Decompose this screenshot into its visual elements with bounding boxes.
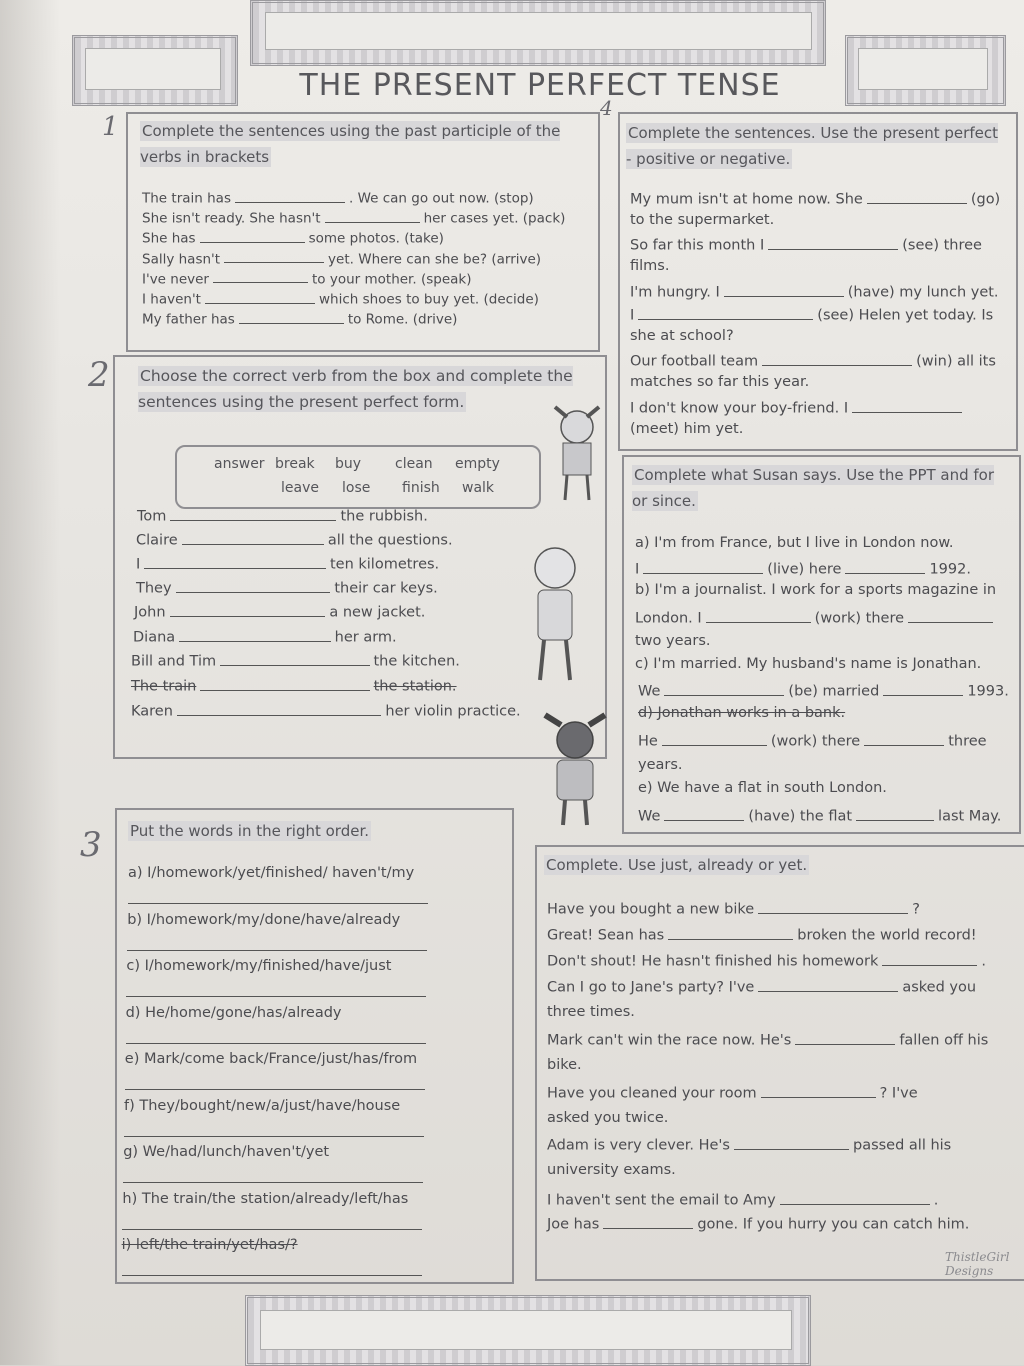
exercise-1-sentence (142, 269, 471, 288)
sentence-part: Great! Sean has (547, 927, 665, 944)
sentence-part: three times. (547, 1004, 635, 1020)
sentence-part: a) I'm from France, but I live in London now. (635, 535, 954, 551)
exercise-4-blank[interactable] (867, 188, 967, 204)
exercise-6-sentence (547, 898, 920, 918)
sentence-start: She has (142, 230, 196, 247)
sentence-part: last May. (938, 808, 1002, 825)
sentence-start: My father has (142, 311, 235, 328)
sentence-part: (live) here (767, 561, 842, 578)
sentence-end: which shoes to buy yet. (decide) (318, 291, 539, 308)
sentence-part: c) I'm married. My husband's name is Jonathan. (635, 656, 982, 672)
verb-option: empty (455, 456, 500, 472)
sentence-end: all the questions. (327, 532, 453, 549)
exercise-2-blank[interactable] (179, 626, 331, 642)
exercise-3-instruction: Put the words in the right order. (130, 822, 370, 840)
answer-line[interactable] (127, 950, 427, 951)
sentence-part: (be) married (788, 683, 880, 700)
sentence-part: Have you cleaned your room (547, 1085, 757, 1102)
exercise-6-blank[interactable] (795, 1029, 895, 1045)
exercise-5-sentence (635, 633, 711, 649)
sentence-end: to Rome. (drive) (347, 311, 458, 328)
exercise-4-sentence (630, 350, 996, 370)
exercise-4-sentence (630, 234, 982, 254)
exercise-2-instruction: Choose the correct verb from the box and complete the sentences using the present perfect form. (138, 367, 573, 411)
exercise-number-1: 1 (102, 112, 119, 142)
sentence-part: Mark can't win the race now. He's (547, 1032, 792, 1049)
exercise-1-blank[interactable] (205, 289, 315, 304)
sentence-end: the station. (373, 678, 457, 695)
sentence-part: three (948, 733, 987, 750)
sentence-part: I (630, 307, 635, 324)
exercise-6-blank[interactable] (734, 1134, 849, 1150)
sentence-part: . (981, 953, 986, 970)
sentence-part: e) We have a flat in south London. (638, 780, 887, 796)
sentence-part: (go) (970, 191, 1001, 208)
sentence-end: ten kilometres. (329, 556, 440, 573)
exercise-5-blank[interactable] (706, 607, 811, 623)
exercise-2-sentence (136, 577, 438, 597)
sentence-part: two years. (635, 633, 711, 649)
exercise-1-sentence (142, 228, 444, 247)
answer-line[interactable] (122, 1275, 422, 1276)
sentence-subject: The train (131, 678, 197, 695)
exercise-6-blank[interactable] (780, 1189, 930, 1205)
sentence-part: Joe has (547, 1216, 600, 1233)
sentence-part: (have) the flat (748, 808, 853, 825)
exercise-1-sentence (142, 208, 565, 227)
exercise-5-sentence (635, 656, 981, 672)
exercise-5-blank[interactable] (662, 730, 767, 746)
exercise-2-blank[interactable] (177, 700, 382, 716)
sentence-part: 1993. (967, 683, 1009, 700)
exercise-5-blank[interactable] (856, 805, 934, 821)
sentence-start: I've never (142, 271, 209, 288)
sentence-subject: John (134, 604, 166, 621)
sentence-end: their car keys. (334, 580, 438, 597)
answer-line[interactable] (126, 1043, 426, 1044)
sentence-part: 1992. (929, 561, 971, 578)
exercise-6-blank[interactable] (882, 950, 977, 966)
exercise-5-sentence (638, 780, 887, 796)
exercise-2-sentence (131, 650, 460, 670)
girl-figure-2-icon (520, 540, 590, 690)
girl-figure-1-icon (545, 395, 610, 505)
sentence-part: I (635, 561, 640, 578)
exercise-2-blank[interactable] (170, 601, 326, 617)
exercise-6-blank[interactable] (668, 924, 793, 940)
answer-line[interactable] (124, 1136, 424, 1137)
sentence-part: b) I'm a journalist. I work for a sports magazine in (635, 582, 997, 598)
exercise-5-blank[interactable] (845, 558, 925, 574)
exercise-5-sentence (635, 558, 971, 578)
exercise-6-sentence (547, 1082, 918, 1102)
sentence-part: My mum isn't at home now. She (630, 191, 863, 208)
exercise-6-sentence (547, 1004, 635, 1020)
sentence-part: I'm hungry. I (630, 284, 720, 301)
sentence-part: London. I (635, 610, 702, 627)
exercise-2-blank[interactable] (220, 650, 369, 666)
answer-line[interactable] (128, 903, 428, 904)
sentence-subject: Claire (136, 532, 178, 549)
sentence-subject: Diana (133, 629, 176, 646)
exercise-6-sentence (547, 1134, 951, 1154)
exercise-6-sentence (547, 1057, 582, 1073)
thistlegirl-logo: ThistleGirl Designs (945, 1250, 1010, 1278)
exercise-5-blank[interactable] (864, 730, 944, 746)
exercise-6-instruction: Complete. Use just, already or yet. (546, 856, 808, 874)
verb-option: finish (402, 480, 440, 496)
exercise-5-blank[interactable] (664, 680, 784, 696)
exercise-6-sentence (547, 1029, 988, 1049)
exercise-6-sentence (547, 976, 976, 996)
sentence-part: to the supermarket. (630, 212, 775, 228)
exercise-4-sentence (630, 212, 774, 228)
exercise-1-instruction: Complete the sentences using the past participle of the verbs in brackets (140, 122, 561, 166)
sentence-part: Adam is very clever. He's (547, 1137, 730, 1154)
exercise-6-blank[interactable] (758, 976, 898, 992)
answer-line[interactable] (126, 996, 426, 997)
sentence-part: (win) all its (916, 353, 996, 370)
exercise-1-blank[interactable] (239, 309, 344, 324)
verb-option: clean (395, 456, 433, 472)
exercise-4-blank[interactable] (762, 350, 912, 366)
exercise-6-sentence (547, 1162, 676, 1178)
verb-option: walk (462, 480, 495, 496)
word-order-item: a) I/homework/yet/finished/ haven't/my (128, 865, 415, 881)
sentence-part: I don't know your boy-friend. I (630, 400, 849, 417)
exercise-5-blank[interactable] (664, 805, 744, 821)
top-banner-inner (265, 12, 812, 50)
exercise-4-instruction: Complete the sentences. Use the present perfect - positive or negative. (626, 124, 998, 168)
sentence-end: her violin practice. (385, 703, 521, 720)
exercise-2-sentence (131, 700, 521, 720)
exercise-2-sentence (136, 529, 453, 549)
word-order-item: d) He/home/gone/has/already (125, 1004, 342, 1021)
sentence-end: the rubbish. (340, 508, 428, 525)
exercise-1-sentence (142, 188, 534, 207)
exercise-number-3: 3 (80, 825, 102, 865)
exercise-6-blank[interactable] (758, 898, 908, 914)
sentence-part: matches so far this year. (630, 374, 810, 390)
exercise-5-blank[interactable] (908, 607, 993, 623)
exercise-1-blank[interactable] (213, 269, 308, 284)
exercise-5-blank[interactable] (883, 680, 963, 696)
sentence-part: d) Jonathan works in a bank. (638, 705, 846, 721)
bottom-banner-inner (260, 1310, 792, 1350)
exercise-5-blank[interactable] (643, 558, 763, 574)
answer-line[interactable] (122, 1229, 422, 1230)
exercise-2-sentence (137, 505, 428, 525)
exercise-1-blank[interactable] (224, 249, 324, 264)
sentence-part: We (638, 683, 661, 700)
sentence-part: (meet) him yet. (630, 421, 744, 437)
sentence-part: Can I go to Jane's party? I've (547, 979, 755, 996)
exercise-6-sentence (547, 1110, 668, 1126)
sentence-part: passed all his (852, 1137, 952, 1154)
verb-word-box (175, 445, 541, 509)
exercise-2-blank[interactable] (176, 577, 331, 593)
exercise-2-sentence (136, 553, 439, 573)
sentence-subject: I (136, 556, 141, 573)
exercise-4-sentence (630, 304, 993, 324)
sentence-part: We (638, 808, 661, 825)
exercise-4-sentence (630, 188, 1000, 208)
exercise-2-sentence (133, 626, 397, 646)
word-order-item: f) They/bought/new/a/just/have/house (124, 1097, 401, 1114)
exercise-5-sentence (638, 730, 987, 750)
sentence-part: she at school? (630, 328, 734, 344)
sentence-part: (work) there (814, 610, 905, 627)
sentence-end: the kitchen. (373, 653, 460, 670)
exercise-4-sentence (630, 281, 999, 301)
exercise-2-sentence (134, 601, 425, 621)
sentence-subject: Bill and Tim (131, 653, 217, 670)
exercise-1-blank[interactable] (325, 208, 420, 223)
sentence-subject: Karen (131, 703, 173, 720)
exercise-4-blank[interactable] (852, 397, 962, 413)
exercise-6-blank[interactable] (603, 1213, 693, 1229)
sentence-end: a new jacket. (329, 604, 426, 621)
exercise-6-sentence (547, 1213, 969, 1233)
sentence-part: ? (912, 901, 920, 918)
exercise-2-blank[interactable] (170, 505, 336, 521)
exercise-5-sentence (635, 582, 996, 598)
sentence-part: So far this month I (630, 237, 765, 254)
answer-line[interactable] (123, 1182, 423, 1183)
page-shadow (0, 0, 60, 1365)
exercise-4-sentence (630, 328, 734, 344)
exercise-4-blank[interactable] (768, 234, 898, 250)
sentence-part: Have you bought a new bike (547, 901, 755, 918)
word-order-item: b) I/homework/my/done/have/already (127, 911, 401, 928)
exercise-5-sentence (638, 705, 845, 721)
exercise-5-sentence (638, 680, 1009, 700)
exercise-4-blank[interactable] (638, 304, 813, 320)
exercise-6-blank[interactable] (761, 1082, 876, 1098)
exercise-5-instruction: Complete what Susan says. Use the PPT and for or since. (632, 466, 995, 510)
exercise-1-sentence (142, 289, 539, 308)
girl-figure-3-icon (535, 705, 615, 830)
exercise-5-sentence (635, 535, 953, 551)
sentence-part: (have) my lunch yet. (847, 284, 999, 301)
exercise-4-blank[interactable] (724, 281, 844, 297)
sentence-part: fallen off his (899, 1032, 989, 1049)
sentence-end: some photos. (take) (308, 230, 444, 247)
word-order-item: g) We/had/lunch/haven't/yet (123, 1144, 330, 1160)
sentence-part: . (933, 1192, 939, 1209)
exercise-2-blank[interactable] (200, 675, 369, 691)
exercise-4-sentence (630, 258, 669, 274)
sentence-end: her cases yet. (pack) (423, 210, 566, 227)
sentence-part: He (638, 733, 658, 750)
exercise-6-sentence (547, 924, 977, 944)
exercise-1-blank[interactable] (200, 228, 305, 243)
sentence-part: (work) there (770, 733, 861, 750)
word-order-item: h) The train/the station/already/left/has (122, 1190, 409, 1207)
sentence-part: asked you twice. (547, 1110, 669, 1126)
sentence-part: films. (630, 258, 670, 274)
word-order-item: i) left/the train/yet/has/? (121, 1237, 298, 1253)
sentence-part: (see) three (902, 237, 982, 254)
word-order-item: e) Mark/come back/France/just/has/from (124, 1051, 418, 1067)
exercise-1-sentence (142, 309, 457, 328)
sentence-part: bike. (547, 1057, 582, 1073)
sentence-start: I haven't (142, 291, 201, 308)
sentence-part: ? I've (879, 1085, 918, 1102)
sentence-end: yet. Where can she be? (arrive) (328, 251, 542, 268)
exercise-number-4: 4 (600, 96, 613, 120)
exercise-number-2: 2 (88, 355, 110, 395)
exercise-4-sentence (630, 421, 743, 437)
exercise-4-sentence (630, 374, 809, 390)
exercise-2-blank[interactable] (182, 529, 324, 545)
sentence-part: years. (638, 757, 683, 773)
sentence-part: asked you (902, 979, 977, 996)
exercise-1-blank[interactable] (235, 188, 345, 203)
answer-line[interactable] (125, 1089, 425, 1090)
sentence-end: . We can go out now. (stop) (348, 190, 534, 207)
word-order-item: c) I/homework/my/finished/have/just (126, 958, 392, 974)
sentence-subject: Tom (137, 508, 167, 525)
sentence-start: She isn't ready. She hasn't (142, 210, 321, 227)
sentence-end: to your mother. (speak) (312, 271, 472, 288)
exercise-2-sentence (131, 675, 457, 695)
sentence-part: I haven't sent the email to Amy (547, 1192, 776, 1209)
exercise-6-sentence (547, 1189, 938, 1209)
exercise-5-sentence (638, 805, 1001, 825)
verb-option: break (275, 456, 315, 472)
sentence-subject: They (136, 580, 172, 597)
exercise-5-sentence (638, 757, 683, 773)
verb-option: lose (342, 480, 371, 496)
exercise-5-sentence (635, 607, 997, 627)
sentence-part: Our football team (630, 353, 759, 370)
verb-option: answer (214, 456, 265, 472)
exercise-2-blank[interactable] (144, 553, 326, 569)
verb-option: buy (335, 456, 362, 472)
sentence-start: Sally hasn't (142, 251, 221, 268)
exercise-4-sentence (630, 397, 966, 417)
sentence-part: gone. If you hurry you can catch him. (697, 1216, 970, 1233)
sentence-part: university exams. (547, 1162, 676, 1178)
sentence-part: broken the world record! (797, 927, 977, 944)
verb-option: leave (281, 480, 319, 496)
sentence-start: The train has (142, 190, 231, 207)
sentence-part: (see) Helen yet today. Is (817, 307, 994, 324)
exercise-1-sentence (142, 249, 541, 268)
sentence-end: her arm. (334, 629, 397, 646)
exercise-6-sentence (547, 950, 986, 970)
page-title: THE PRESENT PERFECT TENSE (299, 68, 781, 103)
sentence-part: Don't shout! He hasn't finished his homework (547, 953, 879, 970)
